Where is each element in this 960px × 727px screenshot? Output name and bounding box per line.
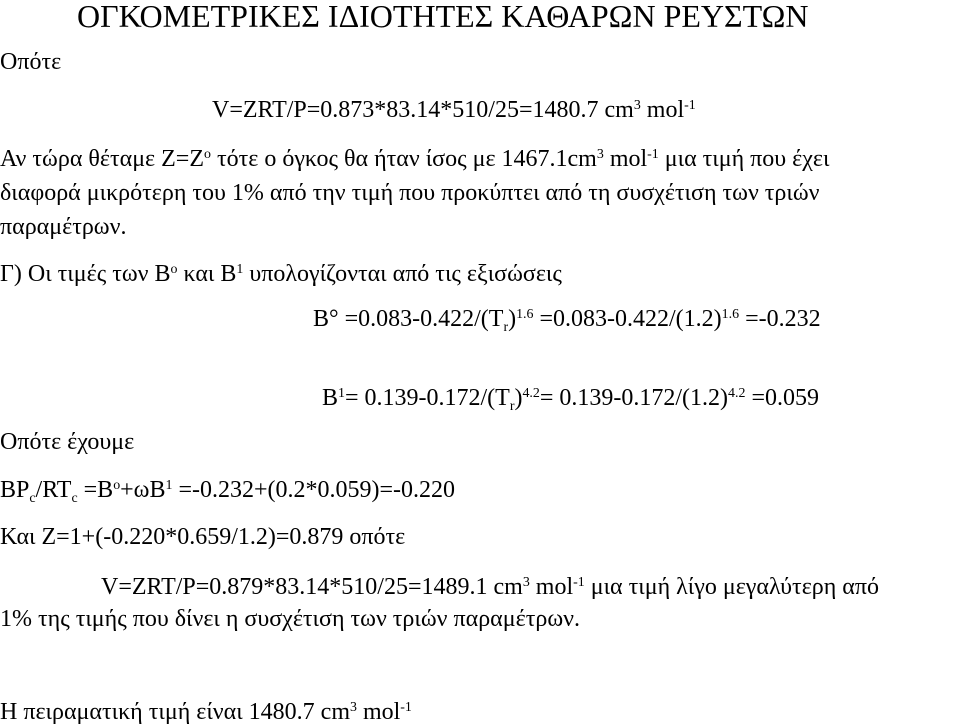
text-experimental-value: Η πειραματική τιμή είναι 1480.7 $cm^3$ mol$^{-1}$	[0, 699, 412, 725]
paragraph-line-1: Αν τώρα θέταμε $Z=Z^o$ τότε ο όγκος θα ήταν ίσος με $1467.1cm^3$ mol$^{-1}$ μια τιμή που έχει	[0, 146, 830, 172]
text-opote: Οπότε	[0, 49, 62, 75]
paragraph-line-3: παραμέτρων.	[0, 214, 127, 240]
equation-volume-1: V=ZRT/P=0.873*83.14*510/25=1480.7 $cm^3$ mol$^{-1}$	[212, 97, 696, 123]
equation-bpc: $BP_c/RT_c =B^o+\omega B^1 =-0.232+(0.2*0.059)=-0.220$	[0, 477, 456, 506]
equation-volume-2: V=ZRT/P=0.879*83.14*510/25=1489.1 $cm^3$ mol$^{-1}$ μια τιμή λίγο μεγαλύτερη από	[101, 574, 879, 600]
text-volume-2-cont: 1% της τιμής που δίνει η συσχέτιση των τριών παραμέτρων.	[0, 606, 580, 632]
equation-z: Και Z=1+(-0.220*0.659/1.2)=0.879 οπότε	[0, 524, 406, 550]
page-title: ΟΓΚΟΜΕΤΡΙΚΕΣ ΙΔΙΟΤΗΤΕΣ ΚΑΘΑΡΩΝ ΡΕΥΣΤΩΝ	[77, 0, 809, 34]
text-gamma-heading: Γ) Οι τιμές των $B^o$ και $B^1$ υπολογίζονται από τις εξισώσεις	[0, 261, 562, 287]
equation-b1: $B^1= 0.139-0.172/(T_r)^{4.2}= 0.139-0.172/(1.2)^{4.2} =0.059$	[322, 385, 819, 414]
paragraph-line-2: διαφορά μικρότερη του 1% από την τιμή που προκύπτει από τη συσχέτιση των τριών	[0, 180, 820, 206]
text-opote-exoume: Οπότε έχουμε	[0, 429, 135, 455]
equation-b0: $B^\circ =0.083-0.422/(T_r)^{1.6} =0.083-0.422/(1.2)^{1.6} =-0.232$	[313, 306, 821, 335]
